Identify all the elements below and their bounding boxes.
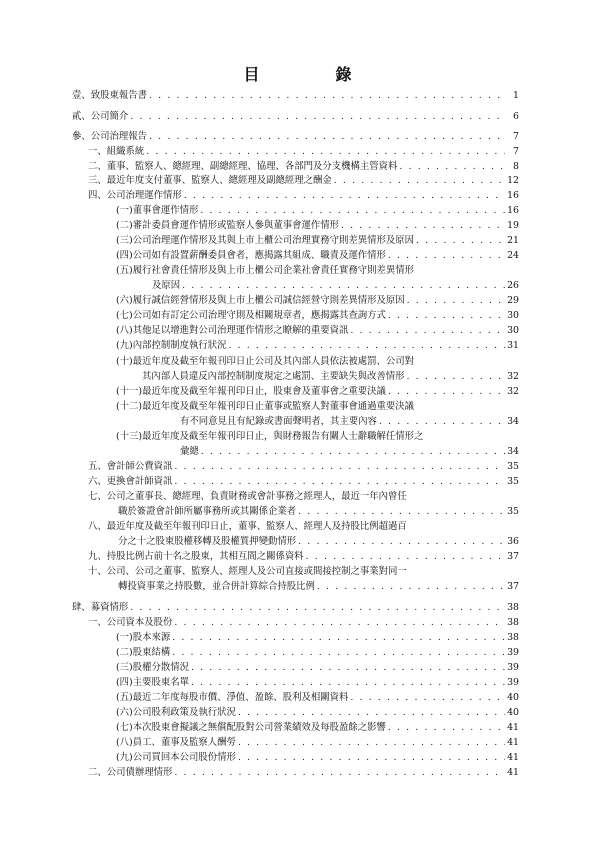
toc-entry-page: 34 bbox=[507, 446, 519, 457]
toc-entry-label: 六、更換會計師資訊 bbox=[88, 476, 173, 487]
toc-entry-label: (一)股本來源 bbox=[116, 632, 171, 643]
toc-entry-page: 29 bbox=[507, 295, 519, 306]
toc-entry[interactable] bbox=[116, 204, 519, 217]
toc-entry-page: 41 bbox=[507, 752, 519, 763]
leader-dots bbox=[334, 174, 505, 187]
toc-entry[interactable] bbox=[88, 189, 519, 202]
toc-entry[interactable] bbox=[116, 385, 519, 398]
toc-entry-continuation[interactable] bbox=[142, 370, 519, 383]
toc-entry-page: 12 bbox=[507, 175, 519, 186]
leader-dots bbox=[388, 385, 505, 398]
toc-entry-page: 39 bbox=[507, 662, 519, 673]
leader-dots bbox=[388, 721, 505, 734]
toc-entry-page: 30 bbox=[507, 325, 519, 336]
toc-entry[interactable] bbox=[116, 691, 519, 704]
leader-dots bbox=[200, 204, 505, 217]
toc-entry-page: 6 bbox=[513, 111, 519, 122]
toc-entry-page: 24 bbox=[507, 250, 519, 261]
toc-entry-page: 40 bbox=[507, 707, 519, 718]
toc-entry-page: 16 bbox=[507, 190, 519, 201]
toc-entry-continuation[interactable] bbox=[118, 505, 519, 518]
toc-entry-page: 8 bbox=[513, 161, 519, 172]
toc-entry-label: (五)履行社會責任情形及與上市上櫃公司企業社會責任實務守則差異情形 bbox=[116, 265, 414, 276]
toc-entry-label: (四)公司如有設置薪酬委員會者，應揭露其組成、職責及運作情形 bbox=[116, 250, 386, 261]
toc-entry-label: 五、會計師公費資訊 bbox=[88, 461, 173, 472]
leader-dots bbox=[407, 370, 505, 383]
toc-entry-page: 16 bbox=[507, 205, 519, 216]
leader-dots bbox=[130, 601, 505, 614]
toc-entry[interactable] bbox=[88, 565, 519, 578]
toc-entry-label: 及原因 bbox=[152, 280, 181, 291]
toc-entry-label: (八)員工、董事及監察人酬勞 bbox=[116, 737, 236, 748]
toc-entry-label: 肆、募資情形 bbox=[72, 602, 129, 613]
toc-entry-label: (七)公司如有訂定公司治理守則及相關規章者，應揭露其查詢方式 bbox=[116, 310, 386, 321]
toc-entry[interactable] bbox=[116, 324, 519, 337]
toc-entry[interactable] bbox=[88, 460, 519, 473]
toc-entry-label: (五)最近二年度每股市價、淨值、盈餘、股利及相關資料 bbox=[116, 692, 349, 703]
toc-entry-page: 30 bbox=[507, 310, 519, 321]
toc-entry-page: 35 bbox=[507, 476, 519, 487]
toc-entry-page: 37 bbox=[507, 581, 519, 592]
toc-entry-label: 七、公司之董事長、總經理、負責財務或會計事務之經理人，最近一年內曾任 bbox=[88, 491, 407, 502]
toc-entry-page: 38 bbox=[507, 602, 519, 613]
toc-entry[interactable] bbox=[116, 646, 519, 659]
leader-dots bbox=[379, 415, 505, 428]
toc-entry-page: 37 bbox=[507, 551, 519, 562]
leader-dots bbox=[172, 646, 505, 659]
leader-dots bbox=[298, 505, 505, 518]
leader-dots bbox=[182, 279, 505, 292]
toc-entry[interactable] bbox=[116, 721, 519, 734]
toc-entry-label: 彙總 bbox=[180, 446, 199, 457]
toc-entry-label: 一、組織系統 bbox=[88, 146, 145, 157]
leader-dots bbox=[172, 631, 505, 644]
leader-dots bbox=[416, 234, 505, 247]
toc-entry-label: 參、公司治理報告 bbox=[72, 131, 148, 142]
toc-entry-label: (九)公司買回本公司股份情形 bbox=[116, 752, 236, 763]
toc-entry[interactable] bbox=[116, 706, 519, 719]
toc-entry[interactable] bbox=[116, 751, 519, 764]
page-title: 目 錄 bbox=[243, 65, 382, 84]
leader-dots bbox=[130, 110, 505, 123]
leader-dots bbox=[350, 691, 505, 704]
toc-entry[interactable] bbox=[88, 766, 519, 779]
leader-dots bbox=[388, 309, 505, 322]
leader-dots bbox=[238, 751, 505, 764]
toc-entry[interactable] bbox=[72, 110, 519, 123]
toc-entry[interactable] bbox=[88, 490, 519, 503]
toc-entry-continuation[interactable] bbox=[180, 445, 519, 458]
toc-entry-page: 26 bbox=[507, 280, 519, 291]
toc-entry[interactable] bbox=[116, 234, 519, 247]
leader-dots bbox=[174, 766, 505, 779]
toc-entry-label: 二、公司債辦理情形 bbox=[88, 767, 173, 778]
toc-entry[interactable] bbox=[88, 550, 519, 563]
leader-dots bbox=[174, 616, 505, 629]
toc-entry-page: 32 bbox=[507, 386, 519, 397]
toc-entry-label: 九、持股比例占前十名之股東，其相互間之關係資料 bbox=[88, 551, 304, 562]
toc-entry-label: (三)公司治理運作情形及其與上市上櫃公司治理實務守則差異情形及原因 bbox=[116, 235, 414, 246]
leader-dots bbox=[317, 580, 505, 593]
leader-dots bbox=[238, 706, 505, 719]
toc-entry[interactable] bbox=[116, 264, 519, 277]
toc-entry[interactable] bbox=[88, 145, 519, 158]
toc-entry[interactable] bbox=[116, 631, 519, 644]
toc-entry[interactable] bbox=[72, 130, 519, 143]
toc-entry-label: (八)其他足以增進對公司治理運作情形之瞭解的重要資訊 bbox=[116, 325, 349, 336]
toc-entry-page: 40 bbox=[507, 692, 519, 703]
toc-entry[interactable] bbox=[116, 355, 519, 368]
toc-entry-page: 38 bbox=[507, 617, 519, 628]
leader-dots bbox=[399, 160, 505, 173]
leader-dots bbox=[350, 324, 505, 337]
toc-entry-label: (二)股東結構 bbox=[116, 647, 171, 658]
toc-entry-label: (十)最近年度及截至年報刊印日止公司及其內部人員依法被處罰、公司對 bbox=[116, 356, 414, 367]
toc-entry-label: (三)股權分散情況 bbox=[116, 662, 189, 673]
toc-entry[interactable] bbox=[116, 219, 519, 232]
toc-entry-page: 36 bbox=[507, 536, 519, 547]
toc-entry[interactable] bbox=[88, 616, 519, 629]
toc-entry-page: 1 bbox=[513, 90, 519, 101]
toc-entry-label: 有不同意見且有紀錄或書面聲明者，其主要內容 bbox=[180, 416, 377, 427]
toc-entry-label: (四)主要股東名單 bbox=[116, 677, 189, 688]
toc-entry[interactable] bbox=[116, 736, 519, 749]
toc-entry-label: 十、公司、公司之董事、監察人、經理人及公司直接或間接控制之事業對同一 bbox=[88, 566, 407, 577]
toc-entry-label: 四、公司治理運作情形 bbox=[88, 190, 182, 201]
leader-dots bbox=[149, 89, 505, 102]
toc-entry[interactable] bbox=[88, 520, 519, 533]
toc-entry-page: 7 bbox=[513, 131, 519, 142]
toc-entry[interactable] bbox=[116, 339, 519, 352]
toc-entry[interactable] bbox=[88, 174, 519, 187]
toc-entry-page: 32 bbox=[507, 371, 519, 382]
toc-entry-page: 34 bbox=[507, 416, 519, 427]
toc-entry[interactable] bbox=[72, 89, 519, 102]
toc-entry-continuation[interactable] bbox=[118, 535, 519, 548]
toc-entry-page: 35 bbox=[507, 461, 519, 472]
toc-entry-page: 7 bbox=[513, 146, 519, 157]
toc-entry[interactable] bbox=[116, 661, 519, 674]
toc-entry[interactable] bbox=[116, 430, 519, 443]
toc-entry-label: (一)董事會運作情形 bbox=[116, 205, 199, 216]
toc-entry-page: 41 bbox=[507, 767, 519, 778]
toc-entry-continuation[interactable] bbox=[118, 580, 519, 593]
leader-dots bbox=[174, 460, 505, 473]
toc-entry-page: 21 bbox=[507, 235, 519, 246]
toc-entry[interactable] bbox=[116, 309, 519, 322]
leader-dots bbox=[201, 445, 505, 458]
leader-dots bbox=[388, 249, 505, 262]
toc-entry-label: 壹、致股東報告書 bbox=[72, 90, 148, 101]
toc-entry-page: 39 bbox=[507, 647, 519, 658]
leader-dots bbox=[146, 145, 505, 158]
toc-entry[interactable] bbox=[88, 160, 519, 173]
toc-entry-label: (六)履行誠信經營情形及與上市上櫃公司誠信經營守則差異情形及原因 bbox=[116, 295, 405, 306]
toc-entry-label: (九)內部控制制度執行狀況 bbox=[116, 340, 227, 351]
leader-dots bbox=[174, 475, 505, 488]
toc-entry-label: (二)審計委員會運作情形或監察人參與董事會運作情形 bbox=[116, 220, 339, 231]
toc-entry[interactable] bbox=[116, 249, 519, 262]
leader-dots bbox=[191, 661, 505, 674]
toc-entry-label: 一、公司資本及股份 bbox=[88, 617, 173, 628]
leader-dots bbox=[407, 294, 505, 307]
toc-entry-page: 38 bbox=[507, 632, 519, 643]
toc-entry[interactable] bbox=[88, 475, 519, 488]
toc-entry-label: 分之十之股東股權移轉及股權質押變動情形 bbox=[118, 536, 297, 547]
leader-dots bbox=[238, 736, 505, 749]
toc-entry[interactable] bbox=[116, 400, 519, 413]
toc-entry[interactable] bbox=[116, 294, 519, 307]
toc-entry-page: 35 bbox=[507, 506, 519, 517]
toc-entry-page: 39 bbox=[507, 677, 519, 688]
toc-entry-page: 41 bbox=[507, 737, 519, 748]
leader-dots bbox=[298, 535, 505, 548]
toc-entry-label: (七)本次股東會擬議之無償配股對公司營業績效及每股盈餘之影響 bbox=[116, 722, 386, 733]
leader-dots bbox=[341, 219, 505, 232]
toc-entry-label: (十一)最近年度及截至年報刊印日止，股東會及董事會之重要決議 bbox=[116, 386, 386, 397]
toc-entry-label: 職於簽證會計師所屬事務所或其關係企業者 bbox=[118, 506, 297, 517]
leader-dots bbox=[191, 676, 505, 689]
toc-entry-label: (十三)最近年度及截至年報刊印日止，與財務報告有關人士辭職解任情形之 bbox=[116, 431, 424, 442]
toc-entry-label: (十二)最近年度及截至年報刊印日止董事或監察人對董事會通過重要決議 bbox=[116, 401, 414, 412]
toc-entry[interactable] bbox=[72, 601, 519, 614]
toc-entry-page: 41 bbox=[507, 722, 519, 733]
toc-entry-continuation[interactable] bbox=[152, 279, 519, 292]
toc-entry[interactable] bbox=[116, 676, 519, 689]
toc-entry-label: (六)公司股利政策及執行狀況 bbox=[116, 707, 236, 718]
toc-entry-label: 二、董事、監察人、總經理、副總經理、協理、各部門及分支機構主管資料 bbox=[88, 161, 398, 172]
leader-dots bbox=[184, 189, 505, 202]
toc-entry-continuation[interactable] bbox=[180, 415, 519, 428]
toc-entry-label: 轉投資事業之持股數，並合併計算綜合持股比例 bbox=[118, 581, 315, 592]
toc-entry-page: 19 bbox=[507, 220, 519, 231]
toc-entry-label: 八、最近年度及截至年報刊印日止，董事、監察人、經理人及持股比例超過百 bbox=[88, 521, 407, 532]
toc-entry-label: 其內部人員違反內部控制制度規定之處罰、主要缺失與改善情形 bbox=[142, 371, 405, 382]
toc-entry-page: 31 bbox=[507, 340, 519, 351]
toc-entry-label: 三、最近年度支付董事、監察人、總經理及副總經理之酬金 bbox=[88, 175, 332, 186]
toc-entry-label: 貳、公司簡介 bbox=[72, 111, 129, 122]
leader-dots bbox=[306, 550, 505, 563]
leader-dots bbox=[149, 130, 505, 143]
leader-dots bbox=[228, 339, 505, 352]
